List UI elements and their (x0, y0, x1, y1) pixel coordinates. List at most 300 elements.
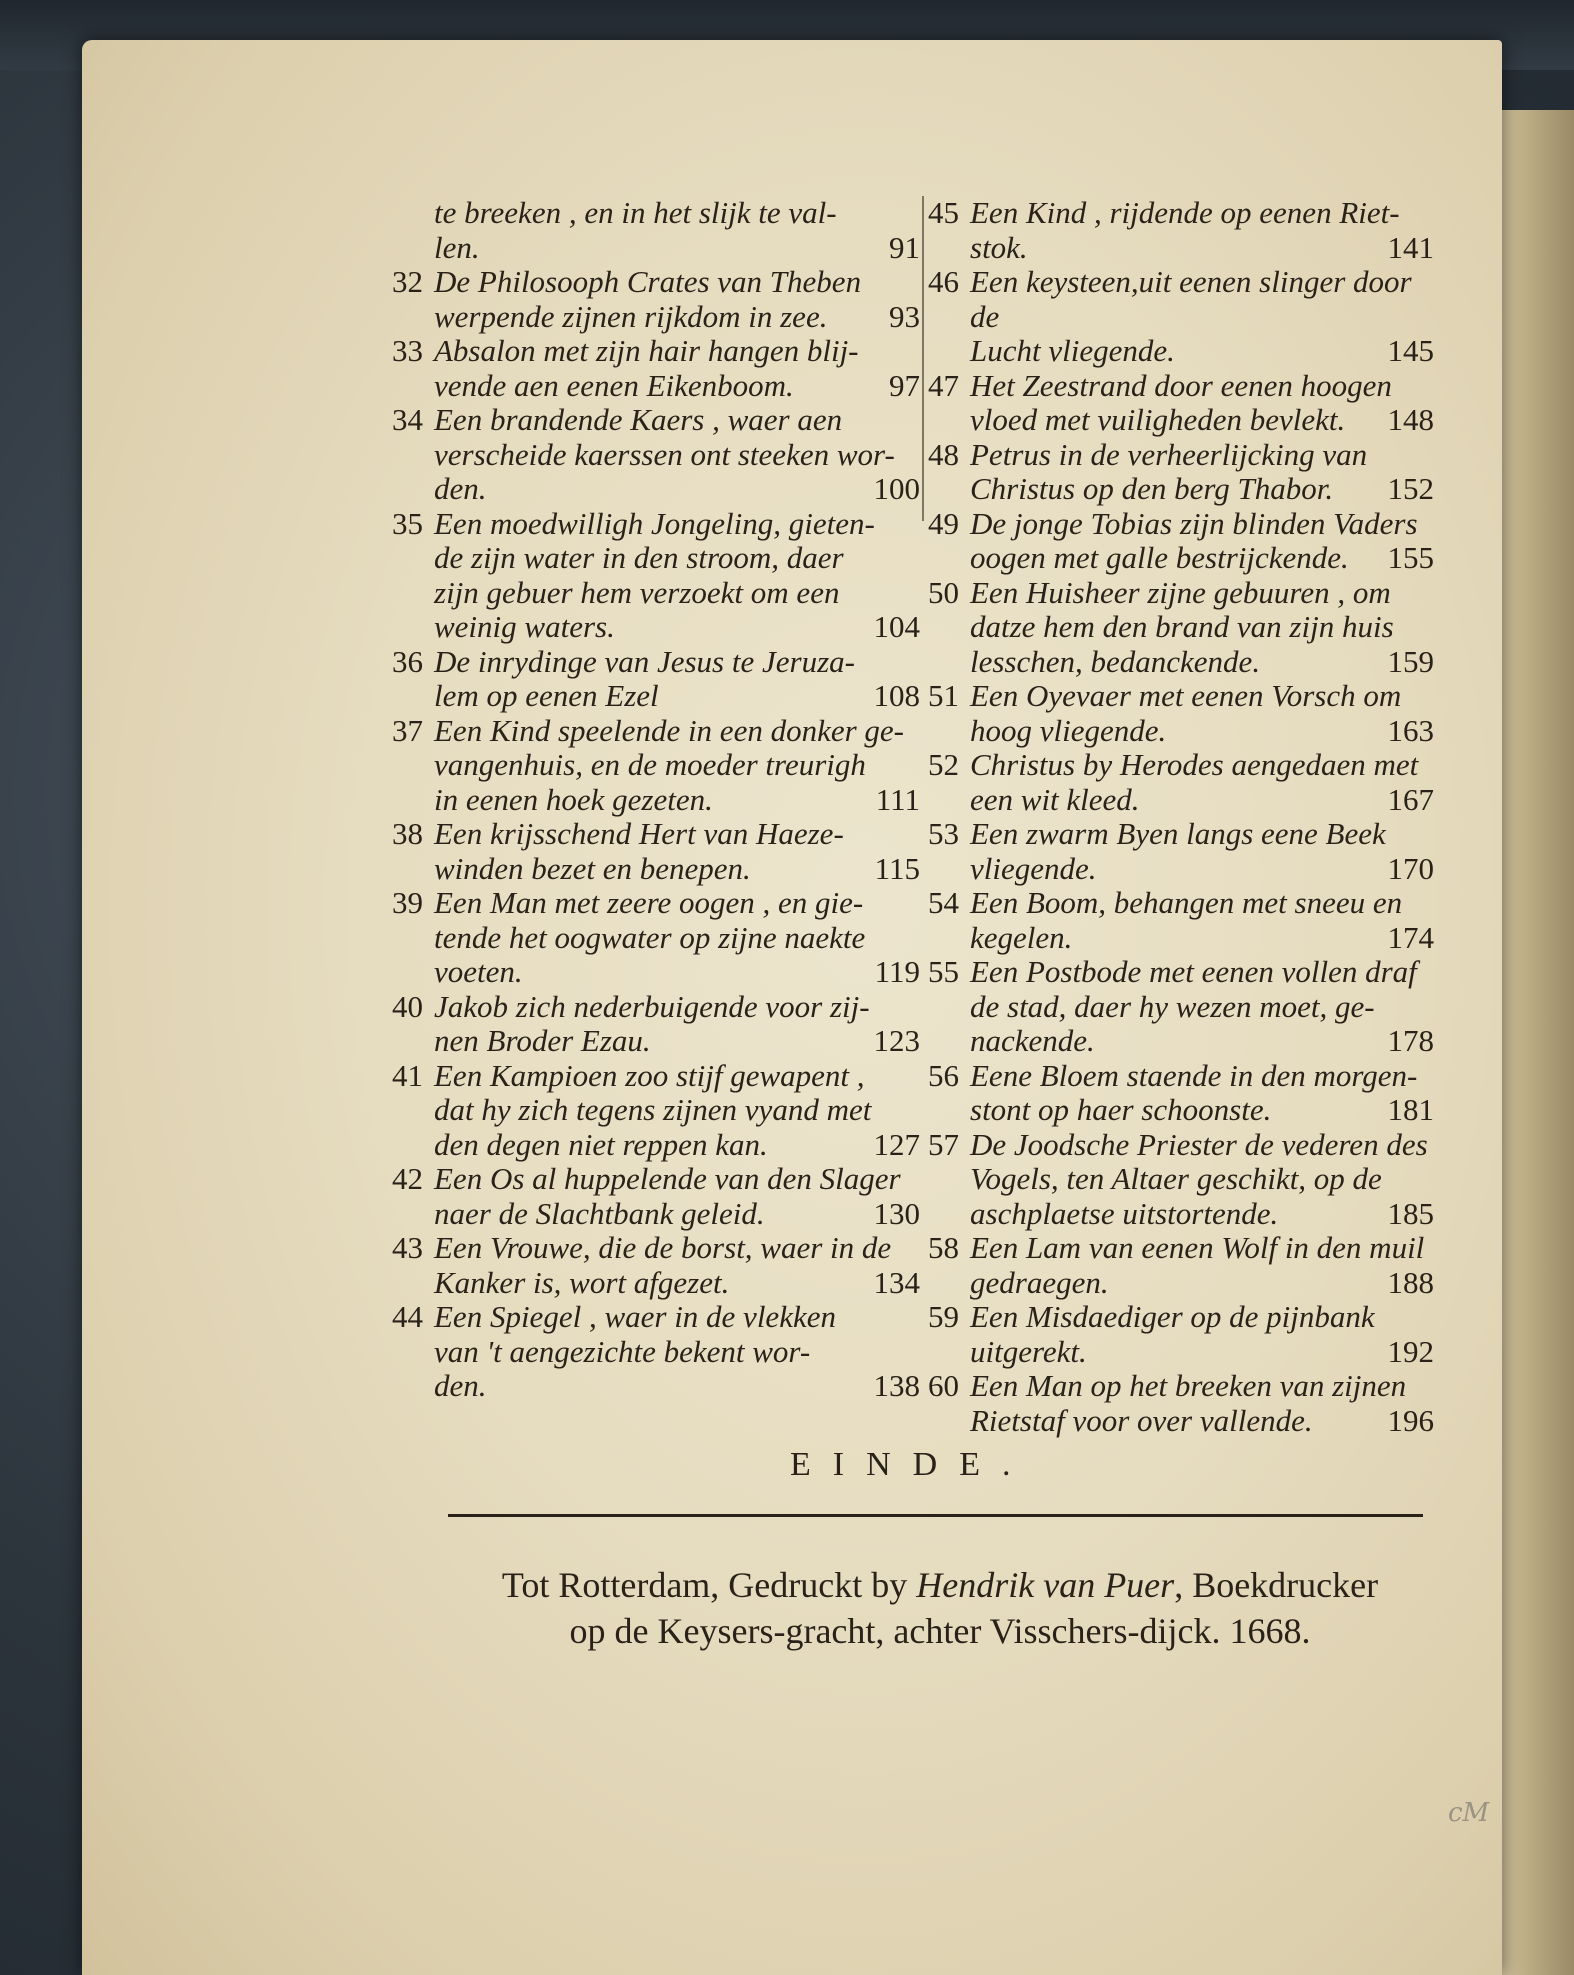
index-entry (392, 1162, 920, 1231)
entry-number: 36 (392, 643, 423, 679)
entry-text: lesschen, bedanckende. (970, 643, 1261, 679)
index-entry (392, 817, 920, 886)
entry-line (392, 507, 920, 542)
entry-indent (928, 334, 970, 369)
entry-line (928, 334, 1434, 369)
entry-page-number: 181 (1387, 1092, 1434, 1127)
printer-name: Hendrik van Puer (916, 1565, 1175, 1605)
entry-text: vende aen eenen Eikenboom. (434, 367, 794, 403)
entry-indent (928, 1093, 970, 1128)
entry-line (928, 1335, 1434, 1370)
imprint-line-1 (440, 1562, 1440, 1608)
entry-indent (392, 1128, 434, 1163)
entry-number (928, 1162, 970, 1197)
entry-number (392, 1335, 434, 1370)
entry-indent (392, 852, 434, 887)
entry-text: kegelen. (970, 919, 1073, 955)
entry-text: Kanker is, wort afgezet. (434, 1264, 730, 1300)
entry-last-line (434, 300, 920, 335)
entry-last-line (970, 714, 1434, 749)
entry-line (392, 990, 920, 1025)
entry-line (392, 1162, 920, 1197)
index-entry (928, 886, 1434, 955)
entry-line (928, 265, 1434, 334)
entry-number: 57 (928, 1126, 959, 1162)
entry-indent (392, 679, 434, 714)
entry-indent (392, 369, 434, 404)
entry-line (928, 438, 1434, 473)
entry-last-line (970, 1024, 1434, 1059)
entry-line (392, 231, 920, 266)
entry-text: Een keysteen,uit eenen slinger door de (970, 264, 1412, 334)
horizontal-rule (448, 1514, 1423, 1517)
entry-page-number: 138 (873, 1368, 920, 1403)
entry-number: 60 (928, 1368, 959, 1403)
index-entry (392, 714, 920, 818)
entry-last-line (434, 852, 920, 887)
entry-text: Het Zeestrand door eenen hoogen (970, 367, 1392, 403)
entry-last-line (970, 231, 1434, 266)
entry-line (392, 852, 920, 887)
entry-line (928, 1404, 1434, 1439)
entry-last-line (970, 921, 1434, 956)
entry-last-line (434, 1197, 920, 1232)
entry-number: 49 (928, 505, 959, 541)
entry-last-line (970, 334, 1434, 369)
entry-text: den. (434, 1368, 487, 1403)
entry-text: De Joodsche Priester de vederen des (970, 1126, 1428, 1162)
entry-number (392, 748, 434, 783)
entry-number: 47 (928, 367, 959, 403)
index-entry (928, 196, 1434, 265)
entry-page-number: 127 (873, 1126, 920, 1162)
entry-number: 59 (928, 1299, 959, 1334)
entry-text: De jonge Tobias zijn blinden Vaders (970, 505, 1418, 541)
entry-last-line (970, 852, 1434, 887)
entry-text: uitgerekt. (970, 1333, 1087, 1369)
index-entry (928, 369, 1434, 438)
index-entry (392, 507, 920, 645)
entry-last-line (970, 1335, 1434, 1370)
entry-text: stok. (970, 229, 1028, 265)
entry-text: Een Oyevaer met eenen Vorsch om (970, 678, 1402, 713)
entry-page-number: 123 (873, 1023, 920, 1058)
entry-text: Een Boom, behangen met sneeu en (970, 885, 1403, 920)
entry-page-number: 91 (889, 229, 920, 265)
index-entry (392, 334, 920, 403)
entry-number: 40 (392, 988, 423, 1024)
entry-text: Absalon met zijn hair hangen blij- (434, 333, 859, 368)
entry-text: vloed met vuiligheden bevlekt. (970, 402, 1346, 437)
entry-text: Een brandende Kaers , waer aen (434, 402, 843, 437)
entry-number (392, 576, 434, 611)
entry-text: vliegende. (970, 850, 1097, 886)
entry-last-line (434, 679, 920, 714)
entry-line (392, 955, 920, 990)
entry-text: weinig waters. (434, 609, 615, 644)
entry-text: Een krijsschend Hert van Haeze- (434, 816, 844, 851)
entry-last-line (434, 1024, 920, 1059)
entry-indent (928, 231, 970, 266)
entry-number: 44 (392, 1299, 423, 1334)
index-entry (928, 955, 1434, 1059)
entry-line (392, 921, 920, 956)
entry-number: 53 (928, 816, 959, 851)
index-entry (928, 1128, 1434, 1232)
entry-text: vangenhuis, en de moeder treurigh (434, 747, 866, 782)
entry-text: De inrydinge van Jesus te Jeruza- (434, 643, 855, 679)
entry-page-number: 97 (889, 367, 920, 403)
entry-last-line (970, 1266, 1434, 1301)
entry-text: Een moedwilligh Jongeling, gieten- (434, 505, 875, 541)
index-entry (392, 1231, 920, 1300)
entry-line (928, 231, 1434, 266)
entry-line (928, 921, 1434, 956)
index-entry (928, 1300, 1434, 1369)
entry-number: 50 (928, 574, 959, 610)
entry-line (928, 1024, 1434, 1059)
entry-page-number: 93 (889, 298, 920, 334)
entry-text: Een Postbode met eenen vollen draf (970, 954, 1417, 989)
entry-text: naer de Slachtbank geleid. (434, 1195, 765, 1231)
entry-number: 35 (392, 505, 423, 541)
entry-text: nen Broder Ezau. (434, 1023, 651, 1058)
entry-last-line (434, 783, 920, 818)
entry-line (928, 679, 1434, 714)
entry-text: winden bezet en benepen. (434, 850, 751, 886)
entry-page-number: 188 (1387, 1264, 1434, 1300)
index-entry (392, 645, 920, 714)
entry-last-line (434, 610, 920, 645)
entry-line (928, 990, 1434, 1025)
entry-line (928, 196, 1434, 231)
entry-last-line (434, 369, 920, 404)
index-entry (392, 1059, 920, 1163)
entry-text: Lucht vliegende. (970, 333, 1175, 368)
entry-line (392, 541, 920, 576)
entry-indent (928, 472, 970, 507)
entry-line (928, 714, 1434, 749)
entry-line (392, 1369, 920, 1404)
entry-indent (392, 1369, 434, 1404)
entry-last-line (434, 1128, 920, 1163)
entry-last-line (970, 403, 1434, 438)
entry-text: dat hy zich tegens zijnen vyand met (434, 1092, 872, 1127)
entry-page-number: 111 (875, 781, 920, 817)
entry-page-number: 100 (873, 471, 920, 506)
entry-text: lem op eenen Ezel (434, 678, 659, 713)
entry-text: Een Kind speelende in een donker ge- (434, 712, 904, 748)
entry-line (392, 645, 920, 680)
index-entry (392, 403, 920, 507)
index-entry (392, 886, 920, 990)
entry-line (392, 472, 920, 507)
entry-last-line (434, 1266, 920, 1301)
entry-page-number: 134 (873, 1264, 920, 1300)
entry-page-number: 119 (874, 954, 920, 989)
entry-line (392, 679, 920, 714)
entry-text: hoog vliegende. (970, 712, 1167, 748)
entry-number: 34 (392, 402, 423, 437)
entry-number: 37 (392, 712, 423, 748)
entry-line (928, 576, 1434, 611)
entry-text: Een Vrouwe, die de borst, waer in de (434, 1230, 892, 1265)
index-entry (928, 1369, 1434, 1438)
entry-text: Christus by Herodes aengedaen met (970, 747, 1419, 782)
entry-line (392, 1059, 920, 1094)
entry-indent (928, 783, 970, 818)
entry-page-number: 108 (873, 678, 920, 713)
entry-indent (392, 783, 434, 818)
entry-number (392, 196, 434, 231)
entry-page-number: 167 (1387, 781, 1434, 817)
entry-indent (928, 1024, 970, 1059)
entry-line (392, 196, 920, 231)
entry-indent (392, 300, 434, 335)
entry-number (392, 541, 434, 576)
entry-text: nackende. (970, 1023, 1095, 1058)
entry-number (392, 438, 434, 473)
entry-text: Petrus in de verheerlijcking van (970, 436, 1368, 472)
entry-last-line (434, 955, 920, 990)
entry-line (392, 1266, 920, 1301)
entry-line (392, 817, 920, 852)
entry-line (392, 334, 920, 369)
entry-line (392, 1231, 920, 1266)
entry-last-line (434, 472, 920, 507)
printer-imprint (440, 1562, 1440, 1654)
entry-text: Een Lam van eenen Wolf in den muil (970, 1230, 1425, 1265)
entry-indent (392, 955, 434, 990)
entry-line (928, 1059, 1434, 1094)
entry-line (928, 1231, 1434, 1266)
entry-page-number: 174 (1387, 919, 1434, 955)
entry-line (392, 265, 920, 300)
index-entry (928, 507, 1434, 576)
entry-indent (928, 1197, 970, 1232)
entry-text: zijn gebuer hem verzoekt om een (434, 574, 840, 610)
entry-number: 58 (928, 1230, 959, 1265)
entry-last-line (970, 472, 1434, 507)
entry-last-line (970, 1197, 1434, 1232)
entry-indent (928, 541, 970, 576)
entry-text: Jakob zich nederbuigende voor zij- (434, 988, 870, 1024)
entry-line (928, 403, 1434, 438)
entry-line (392, 610, 920, 645)
entry-text: Een Spiegel , waer in de vlekken (434, 1299, 836, 1334)
index-entry (392, 265, 920, 334)
entry-text: gedraegen. (970, 1264, 1109, 1300)
imprint-text: Tot Rotterdam, Gedruckt by (501, 1565, 917, 1605)
entry-line (928, 610, 1434, 645)
entry-text: Een Misdaediger op de pijnbank (970, 1299, 1375, 1334)
entry-last-line (434, 231, 920, 266)
entry-line (928, 645, 1434, 680)
entry-indent (928, 403, 970, 438)
index-entry (928, 576, 1434, 680)
entry-number: 46 (928, 264, 959, 299)
entry-number: 33 (392, 333, 423, 368)
entry-text: in eenen hoek gezeten. (434, 781, 713, 817)
entry-text: Een zwarm Byen langs eene Beek (970, 816, 1386, 851)
entry-text: De Philosooph Crates van Theben (434, 264, 862, 299)
entry-number: 55 (928, 954, 959, 989)
entry-line (392, 438, 920, 473)
entry-number: 51 (928, 678, 959, 713)
entry-page-number: 163 (1387, 712, 1434, 748)
entry-text: Eene Bloem staende in den morgen- (970, 1057, 1418, 1093)
index-entry (928, 748, 1434, 817)
entry-text: voeten. (434, 954, 523, 989)
entry-indent (392, 472, 434, 507)
entry-number: 48 (928, 436, 959, 472)
entry-indent (928, 1266, 970, 1301)
entry-indent (392, 231, 434, 266)
entry-indent (392, 1266, 434, 1301)
entry-line (928, 1128, 1434, 1163)
entry-line (392, 714, 920, 749)
entry-indent (928, 852, 970, 887)
entry-page-number: 185 (1387, 1195, 1434, 1231)
entry-page-number: 155 (1387, 540, 1434, 575)
entry-last-line (434, 1369, 920, 1404)
entry-text: Een Man met zeere oogen , en gie- (434, 885, 864, 920)
entry-number: 38 (392, 816, 423, 851)
entry-indent (928, 1335, 970, 1370)
entry-page-number: 148 (1387, 402, 1434, 437)
entry-line (928, 472, 1434, 507)
entry-line (928, 852, 1434, 887)
entry-line (928, 886, 1434, 921)
entry-line (392, 1024, 920, 1059)
entry-page-number: 115 (874, 850, 920, 886)
entry-last-line (970, 645, 1434, 680)
entry-line (928, 507, 1434, 542)
entry-text: Een Man op het breeken van zijnen (970, 1368, 1407, 1403)
entry-line (392, 1128, 920, 1163)
entry-line (392, 748, 920, 783)
entry-line (928, 1197, 1434, 1232)
entry-indent (928, 714, 970, 749)
entry-text: den. (434, 471, 487, 506)
entry-page-number: 104 (873, 609, 920, 644)
entry-line (392, 403, 920, 438)
entry-text: werpende zijnen rijkdom in zee. (434, 298, 828, 334)
entry-text: Een Os al huppelende van den Slager (434, 1161, 901, 1196)
entry-line (392, 369, 920, 404)
entry-indent (392, 1024, 434, 1059)
entry-line (392, 886, 920, 921)
entry-number: 43 (392, 1230, 423, 1265)
entry-text: een wit kleed. (970, 781, 1140, 817)
entry-line (928, 1093, 1434, 1128)
entry-text: Een Kampioen zoo stijf gewapent , (434, 1057, 865, 1093)
entry-number: 39 (392, 885, 423, 920)
entry-page-number: 130 (873, 1195, 920, 1231)
entry-text: Een Kind , rijdende op eenen Riet- (970, 195, 1400, 230)
index-column-right (928, 196, 1434, 1438)
entry-page-number: 159 (1387, 643, 1434, 679)
entry-line (392, 576, 920, 611)
entry-line (928, 955, 1434, 990)
index-entry (392, 990, 920, 1059)
entry-indent (928, 1404, 970, 1439)
entry-text: verscheide kaerssen ont steeken wor- (434, 436, 895, 472)
entry-text: Vogels, ten Altaer geschikt, op de (970, 1161, 1382, 1196)
entry-number: 32 (392, 264, 423, 299)
column-divider (922, 196, 924, 521)
entry-line (392, 1300, 920, 1335)
entry-page-number: 141 (1387, 229, 1434, 265)
entry-line (392, 1197, 920, 1232)
entry-line (928, 1266, 1434, 1301)
entry-line (928, 541, 1434, 576)
entry-last-line (970, 541, 1434, 576)
entry-text: de stad, daer hy wezen moet, ge- (970, 988, 1375, 1024)
entry-text: de zijn water in den stroom, daer (434, 540, 844, 575)
entry-number: 52 (928, 747, 959, 782)
entry-line (928, 817, 1434, 852)
entry-page-number: 196 (1387, 1402, 1434, 1438)
entry-line (928, 783, 1434, 818)
entry-line (928, 748, 1434, 783)
entry-indent (392, 1197, 434, 1232)
entry-indent (928, 645, 970, 680)
page-edge (1492, 110, 1574, 1975)
entry-text: te breeken , en in het slijk te val- (434, 195, 837, 230)
entry-number: 41 (392, 1057, 423, 1093)
index-entry (392, 196, 920, 265)
entry-number: 54 (928, 885, 959, 920)
entry-line (392, 783, 920, 818)
entry-text: len. (434, 229, 480, 265)
entry-text: oogen met galle bestrijckende. (970, 540, 1349, 575)
entry-number: 45 (928, 195, 959, 230)
entry-text: stont op haer schoonste. (970, 1092, 1272, 1127)
imprint-line-2: op de Keysers-gracht, achter Visschers-dijck. 1668. (569, 1611, 1311, 1651)
entry-text: tende het oogwater op zijne naekte (434, 919, 866, 955)
entry-number (928, 610, 970, 645)
index-entry (928, 265, 1434, 369)
entry-line (392, 300, 920, 335)
entry-last-line (970, 1404, 1434, 1439)
entry-page-number: 178 (1387, 1023, 1434, 1058)
index-entry (392, 1300, 920, 1404)
entry-indent (392, 610, 434, 645)
index-column-left (392, 196, 920, 1404)
entry-last-line (970, 783, 1434, 818)
entry-text: datze hem den brand van zijn huis (970, 609, 1394, 644)
entry-text: van 't aengezichte bekent wor- (434, 1333, 811, 1369)
entry-text: den degen niet reppen kan. (434, 1126, 768, 1162)
entry-line (392, 1335, 920, 1370)
entry-page-number: 192 (1387, 1333, 1434, 1369)
entry-last-line (970, 1093, 1434, 1128)
entry-text: Een Huisheer zijne gebuuren , om (970, 574, 1391, 610)
entry-line (928, 1300, 1434, 1335)
entry-line (928, 1369, 1434, 1404)
pencil-annotation: cM (1448, 1798, 1490, 1828)
entry-page-number: 170 (1387, 850, 1434, 886)
entry-number (928, 990, 970, 1025)
imprint-text: , Boekdrucker (1174, 1565, 1379, 1605)
entry-text: Rietstaf voor over vallende. (970, 1402, 1313, 1438)
einde-heading: EINDE. (790, 1446, 1033, 1483)
entry-indent (928, 921, 970, 956)
entry-number (392, 921, 434, 956)
entry-number: 42 (392, 1161, 423, 1196)
entry-text: Christus op den berg Thabor. (970, 471, 1334, 506)
